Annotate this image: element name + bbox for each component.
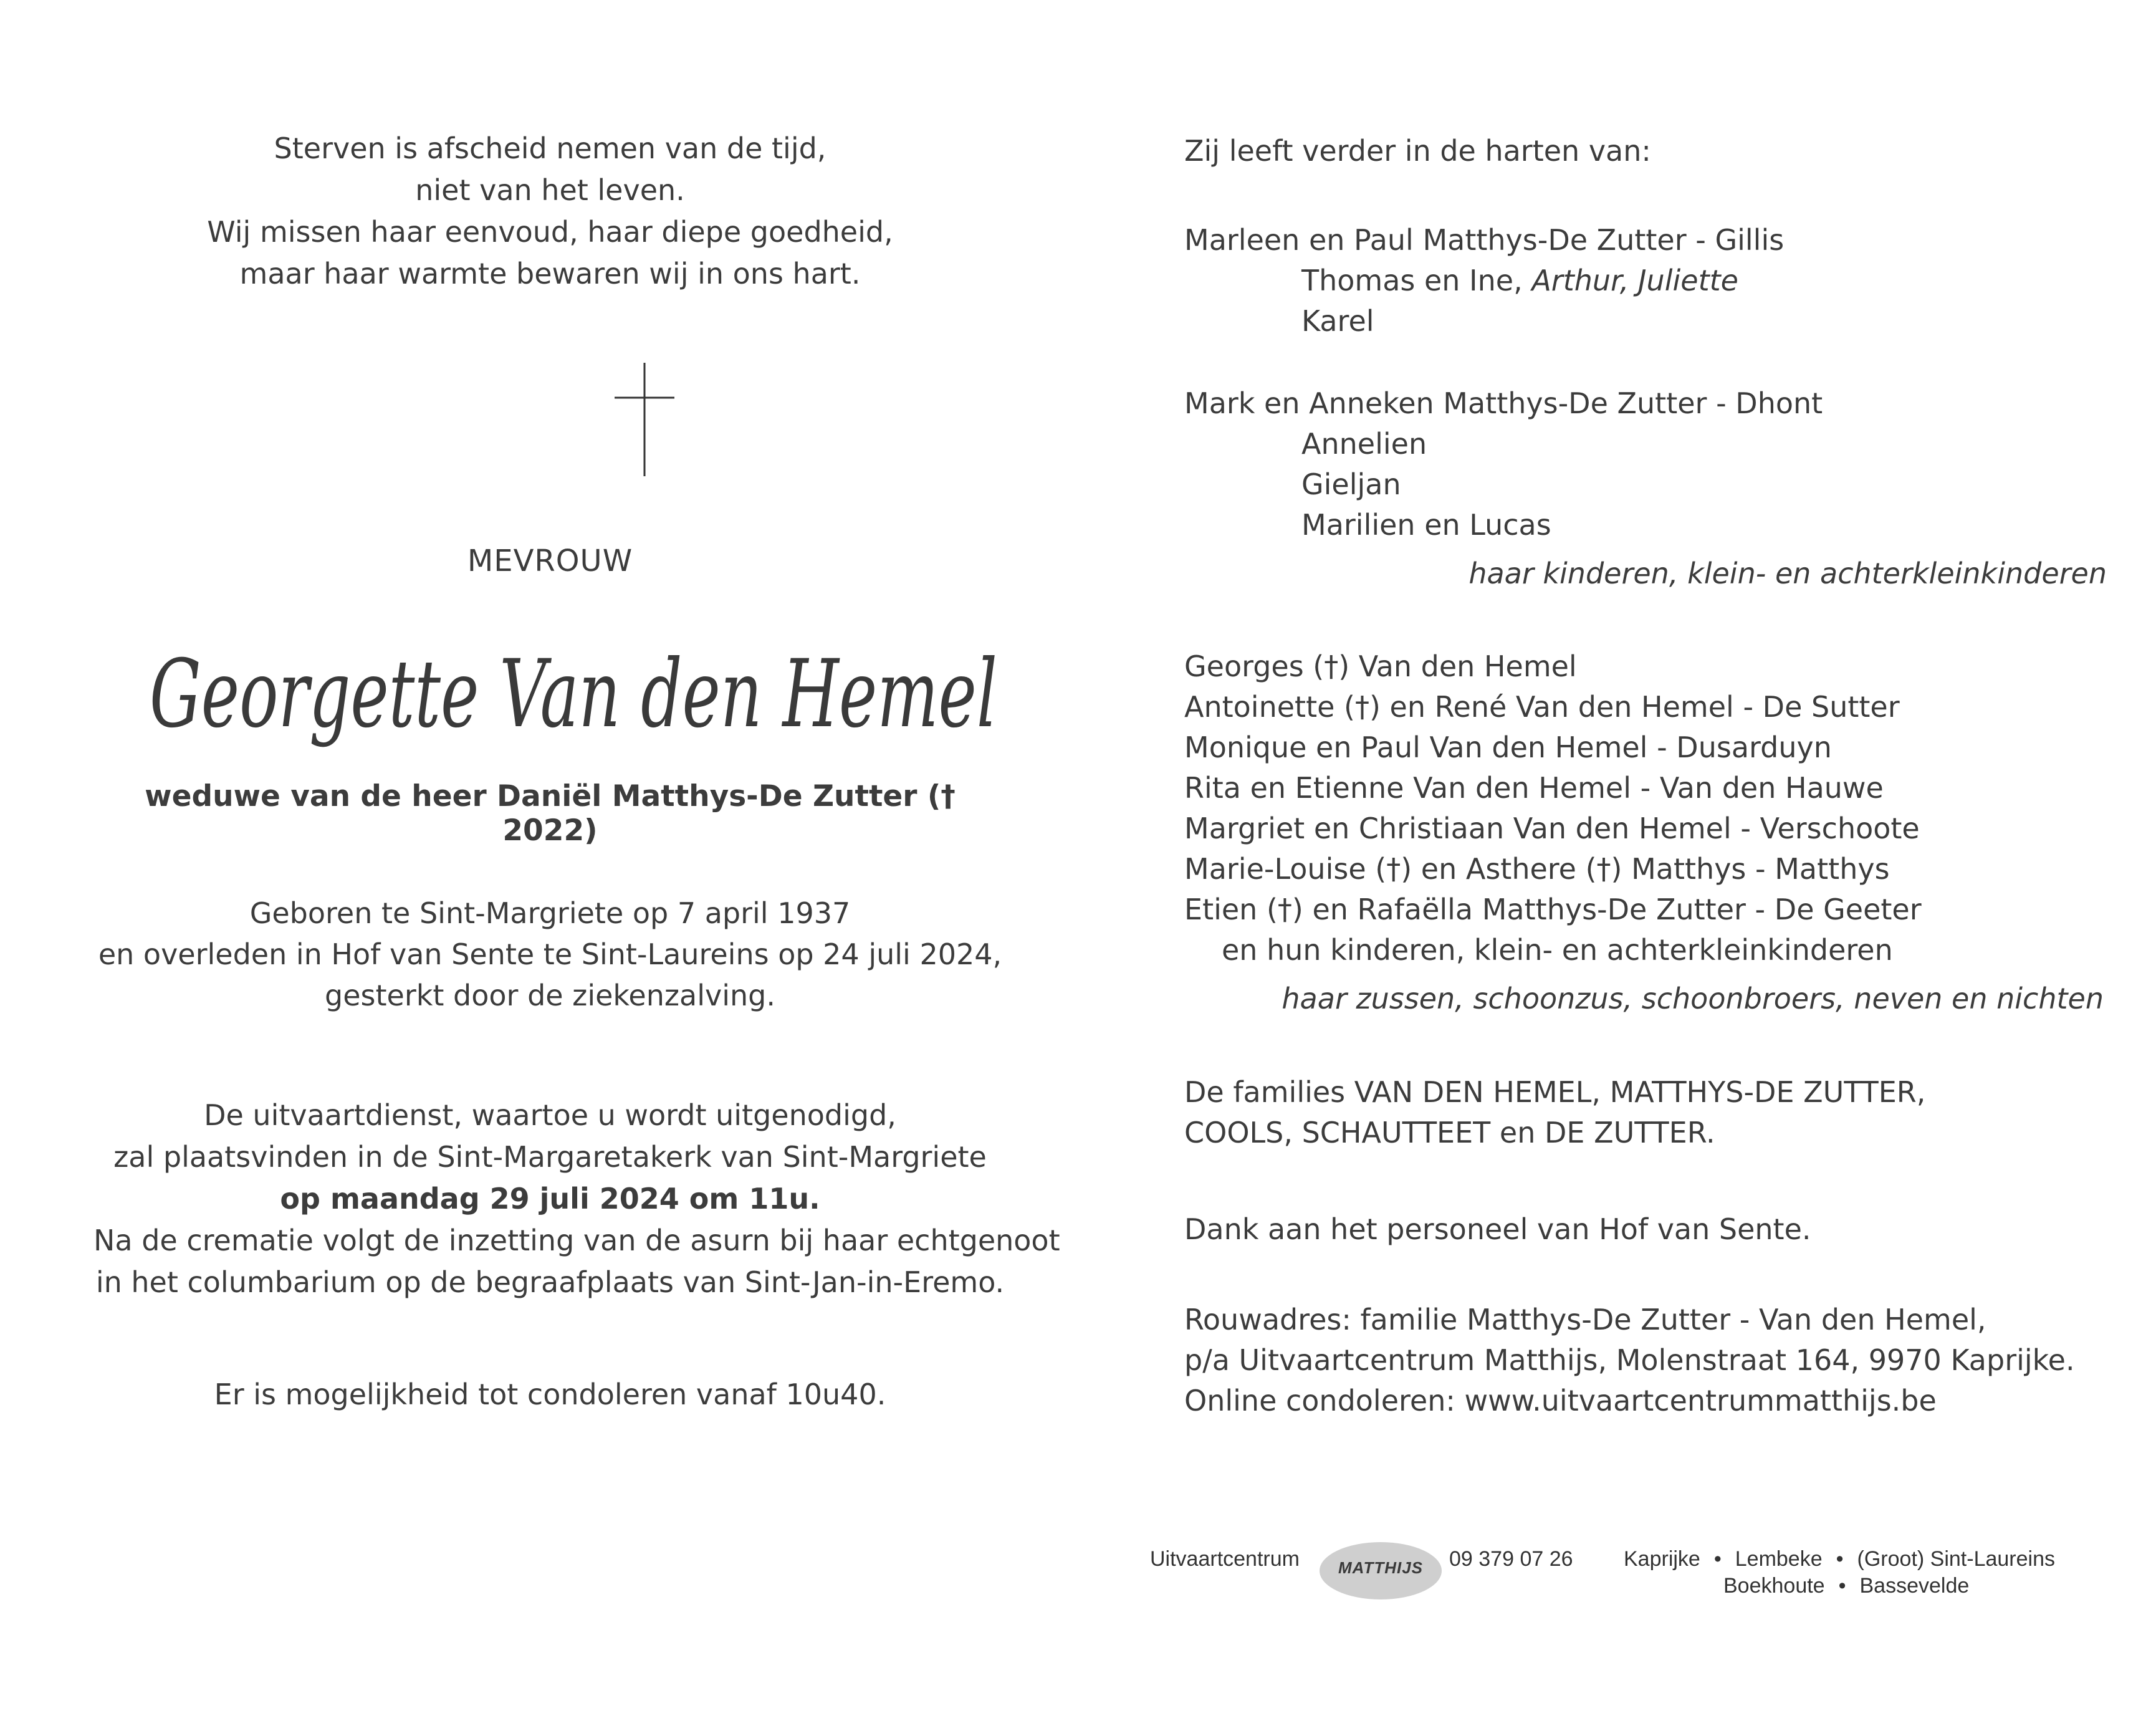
funeral-home-label: Uitvaartcentrum: [1150, 1547, 1300, 1571]
family-child: Karel: [1301, 304, 1374, 338]
address-line: p/a Uitvaartcentrum Matthijs, Molenstraat 164, 9970 Kaprijke.: [1184, 1343, 2075, 1377]
deceased-name-script: [131, 608, 1016, 789]
role-children: haar kinderen, klein- en achterkleinkinderen: [1468, 557, 2107, 590]
intro-line: Zij leeft verder in de harten van:: [1184, 134, 1651, 168]
poem-line: Sterven is afscheid nemen van de tijd,: [274, 132, 826, 165]
family-child: Annelien: [1301, 427, 1427, 461]
deceased-name-text: Georgette Van den Hemel: [150, 640, 997, 749]
families-line: De families VAN DEN HEMEL, MATTHYS-DE ZUTTER,: [1184, 1075, 1926, 1109]
siblings-list: [1184, 646, 1922, 971]
poem-line: niet van het leven.: [415, 173, 685, 207]
online-condolence-line: Online condoleren: www.uitvaartcentrummatthijs.be: [1184, 1384, 1937, 1417]
family-child: Marilien en Lucas: [1301, 508, 1551, 542]
family-group-1: [1184, 220, 1784, 342]
service-info: [93, 1095, 1060, 1303]
poem-line: Wij missen haar eenvoud, haar diepe goedheid,: [207, 215, 893, 249]
sibling-line: Georges (†) Van den Hemel: [1184, 650, 1577, 683]
info-line: en overleden in Hof van Sente te Sint-Laureins op 24 juli 2024,: [98, 937, 1002, 971]
location: (Groot) Sint-Laureins: [1857, 1547, 2055, 1571]
grandchildren-names: Arthur, Juliette: [1531, 264, 1738, 297]
sibling-line: Etien (†) en Rafaëlla Matthys-De Zutter - De Geeter: [1184, 893, 1922, 926]
sibling-line: Antoinette (†) en René Van den Hemel - De Sutter: [1184, 690, 1900, 724]
families-line: COOLS, SCHAUTTEET en DE ZUTTER.: [1184, 1116, 1715, 1149]
poem-line: maar haar warmte bewaren wij in ons hart.: [239, 257, 861, 290]
family-head: Marleen en Paul Matthys-De Zutter - Gillis: [1184, 223, 1785, 257]
service-date: op maandag 29 juli 2024 om 11u.: [280, 1182, 820, 1216]
locations-row-2: [1723, 1574, 1969, 1598]
address-line: Rouwadres: familie Matthys-De Zutter - Van den Hemel,: [1184, 1303, 1986, 1336]
family-group-2: [1184, 383, 1823, 545]
widow-line: weduwe van de heer Daniël Matthys-De Zutter († 2022): [145, 779, 956, 848]
info-line: gesterkt door de ziekenzalving.: [325, 979, 775, 1012]
mourning-address: [1184, 1300, 2075, 1421]
bullet-separator: •: [1838, 1574, 1846, 1598]
location: Boekhoute: [1723, 1574, 1825, 1598]
sibling-line: Rita en Etienne Van den Hemel - Van den Hauwe: [1184, 771, 1884, 805]
condolence-info: Er is mogelijkheid tot condoleren vanaf 10u40.: [214, 1378, 886, 1411]
thanks-line: Dank aan het personeel van Hof van Sente.: [1184, 1212, 1811, 1246]
siblings-descendants: en hun kinderen, klein- en achterkleinkinderen: [1222, 933, 1893, 967]
bullet-separator: •: [1836, 1547, 1844, 1571]
locations-row-1: [1624, 1547, 2055, 1571]
family-head: Mark en Anneken Matthys-De Zutter - Dhont: [1184, 386, 1823, 420]
family-child: Gieljan: [1301, 468, 1401, 501]
location: Kaprijke: [1624, 1547, 1700, 1571]
sibling-line: Margriet en Christiaan Van den Hemel - Verschoote: [1184, 812, 1920, 845]
poem: [93, 128, 1007, 295]
info-line: Geboren te Sint-Margriete op 7 april 1937: [249, 896, 851, 930]
location: Bassevelde: [1859, 1574, 1970, 1598]
service-line: zal plaatsvinden in de Sint-Margaretakerk van Sint-Margriete: [113, 1140, 987, 1174]
child-names: Thomas en Ine,: [1301, 264, 1532, 297]
families-list: [1184, 1072, 1925, 1153]
location: Lembeke: [1735, 1547, 1823, 1571]
funeral-home-footer: [1150, 1540, 2147, 1627]
cross-icon: [615, 363, 674, 476]
sibling-line: Marie-Louise (†) en Asthere (†) Matthys - Matthys: [1184, 852, 1890, 886]
birth-death-info: [93, 893, 1007, 1016]
family-child: [1184, 261, 1784, 301]
service-line: Na de crematie volgt de inzetting van de asurn bij haar echtgenoot: [93, 1224, 1060, 1257]
service-line: in het columbarium op de begraafplaats van Sint-Jan-in-Eremo.: [95, 1265, 1005, 1299]
phone-number: 09 379 07 26: [1449, 1547, 1573, 1571]
bullet-separator: •: [1713, 1547, 1722, 1571]
role-siblings: haar zussen, schoonzus, schoonbroers, neven en nichten: [1282, 982, 2104, 1015]
logo-wordmark: MATTHIJS: [1338, 1558, 1424, 1577]
service-line: De uitvaartdienst, waartoe u wordt uitgenodigd,: [204, 1098, 896, 1132]
sibling-line: Monique en Paul Van den Hemel - Dusarduyn: [1184, 731, 1832, 764]
salutation: MEVROUW: [467, 544, 633, 578]
